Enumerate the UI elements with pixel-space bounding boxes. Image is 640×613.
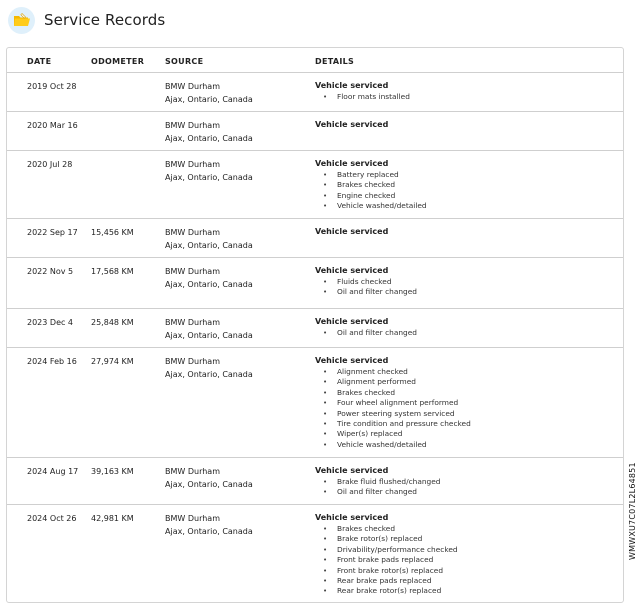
details-list-item: • Front brake pads replaced	[315, 555, 458, 565]
details-list	[315, 92, 410, 102]
table-row	[7, 112, 623, 151]
service-records-table	[6, 47, 624, 603]
source-cell	[165, 265, 253, 291]
details-cell	[315, 512, 458, 597]
details-list-item: • Oil and filter changed	[315, 487, 440, 497]
service-date: 2024 Aug 17	[27, 467, 79, 476]
details-list-item: • Wiper(s) replaced	[315, 429, 471, 439]
source-location: Ajax, Ontario, Canada	[165, 370, 253, 379]
details-cell	[315, 226, 388, 238]
details-list-item: • Vehicle washed/detailed	[315, 440, 471, 450]
details-list	[315, 477, 440, 498]
vin-label: WMWXU7C07L2L64851	[628, 462, 637, 560]
details-cell	[315, 158, 427, 212]
details-list-item: • Brakes checked	[315, 524, 458, 534]
source-name: BMW Durham	[165, 467, 220, 476]
details-list	[315, 367, 471, 450]
details-title: Vehicle serviced	[315, 317, 389, 326]
details-list-item: • Four wheel alignment performed	[315, 398, 471, 408]
table-row	[7, 505, 623, 603]
source-name: BMW Durham	[165, 267, 220, 276]
source-location: Ajax, Ontario, Canada	[165, 527, 253, 536]
table-row	[7, 258, 623, 309]
details-list-item: • Oil and filter changed	[315, 287, 417, 297]
source-location: Ajax, Ontario, Canada	[165, 280, 253, 289]
details-list-item: • Engine checked	[315, 191, 427, 201]
service-date: 2020 Mar 16	[27, 121, 78, 130]
source-location: Ajax, Ontario, Canada	[165, 173, 253, 182]
details-title: Vehicle serviced	[315, 81, 389, 90]
source-cell	[165, 355, 253, 381]
source-name: BMW Durham	[165, 228, 220, 237]
details-cell	[315, 316, 417, 338]
source-location: Ajax, Ontario, Canada	[165, 480, 253, 489]
details-title: Vehicle serviced	[315, 227, 389, 236]
page-title: Service Records	[44, 11, 166, 29]
details-cell	[315, 119, 388, 131]
column-header-source: SOURCE	[165, 57, 204, 66]
details-list-item: • Tire condition and pressure checked	[315, 419, 471, 429]
odometer-reading: 25,848 KM	[91, 318, 134, 327]
details-list-item: • Floor mats installed	[315, 92, 410, 102]
source-name: BMW Durham	[165, 121, 220, 130]
source-location: Ajax, Ontario, Canada	[165, 331, 253, 340]
details-list-item: • Oil and filter changed	[315, 328, 417, 338]
source-cell	[165, 158, 253, 184]
details-list-item: • Brake rotor(s) replaced	[315, 534, 458, 544]
details-cell	[315, 465, 440, 498]
source-name: BMW Durham	[165, 160, 220, 169]
details-list-item: • Power steering system serviced	[315, 409, 471, 419]
source-location: Ajax, Ontario, Canada	[165, 95, 253, 104]
details-title: Vehicle serviced	[315, 513, 389, 522]
odometer-reading: 27,974 KM	[91, 357, 134, 366]
table-row	[7, 219, 623, 258]
service-date: 2024 Oct 26	[27, 514, 77, 523]
details-title: Vehicle serviced	[315, 356, 389, 365]
details-list	[315, 328, 417, 338]
details-list-item: • Brakes checked	[315, 388, 471, 398]
source-cell	[165, 226, 253, 252]
wrench-folder-icon	[13, 12, 31, 28]
details-cell	[315, 265, 417, 298]
source-cell	[165, 512, 253, 538]
source-cell	[165, 80, 253, 106]
table-header	[7, 48, 623, 73]
service-date: 2020 Jul 28	[27, 160, 73, 169]
header	[8, 5, 165, 35]
source-location: Ajax, Ontario, Canada	[165, 241, 253, 250]
table-body	[7, 73, 623, 603]
details-list	[315, 170, 427, 212]
source-cell	[165, 316, 253, 342]
details-cell	[315, 355, 471, 450]
table-row	[7, 309, 623, 348]
odometer-reading: 17,568 KM	[91, 267, 134, 276]
details-list-item: • Rear brake rotor(s) replaced	[315, 586, 458, 596]
source-name: BMW Durham	[165, 514, 220, 523]
details-list-item: • Brake fluid flushed/changed	[315, 477, 440, 487]
service-date: 2022 Sep 17	[27, 228, 78, 237]
source-cell	[165, 465, 253, 491]
details-list-item: • Rear brake pads replaced	[315, 576, 458, 586]
details-list-item: • Vehicle washed/detailed	[315, 201, 427, 211]
column-header-date: DATE	[27, 57, 52, 66]
odometer-reading: 15,456 KM	[91, 228, 134, 237]
source-location: Ajax, Ontario, Canada	[165, 134, 253, 143]
details-title: Vehicle serviced	[315, 266, 389, 275]
source-name: BMW Durham	[165, 82, 220, 91]
source-name: BMW Durham	[165, 357, 220, 366]
service-date: 2023 Dec 4	[27, 318, 74, 327]
details-title: Vehicle serviced	[315, 466, 389, 475]
details-title: Vehicle serviced	[315, 159, 389, 168]
table-row	[7, 73, 623, 112]
table-row	[7, 151, 623, 219]
service-date: 2022 Nov 5	[27, 267, 74, 276]
table-row	[7, 458, 623, 505]
column-header-odometer: ODOMETER	[91, 57, 145, 66]
logo-badge	[8, 7, 35, 34]
odometer-reading: 42,981 KM	[91, 514, 134, 523]
details-list-item: • Battery replaced	[315, 170, 427, 180]
details-list-item: • Fluids checked	[315, 277, 417, 287]
details-list-item: • Alignment checked	[315, 367, 471, 377]
details-cell	[315, 80, 410, 102]
details-title: Vehicle serviced	[315, 120, 389, 129]
details-list-item: • Brakes checked	[315, 180, 427, 190]
details-list-item: • Alignment performed	[315, 377, 471, 387]
odometer-reading: 39,163 KM	[91, 467, 134, 476]
table-row	[7, 348, 623, 458]
service-date: 2019 Oct 28	[27, 82, 77, 91]
details-list-item: • Front brake rotor(s) replaced	[315, 566, 458, 576]
source-name: BMW Durham	[165, 318, 220, 327]
service-date: 2024 Feb 16	[27, 357, 77, 366]
details-list	[315, 524, 458, 597]
details-list	[315, 277, 417, 298]
details-list-item: • Drivability/performance checked	[315, 545, 458, 555]
source-cell	[165, 119, 253, 145]
column-header-details: DETAILS	[315, 57, 355, 66]
